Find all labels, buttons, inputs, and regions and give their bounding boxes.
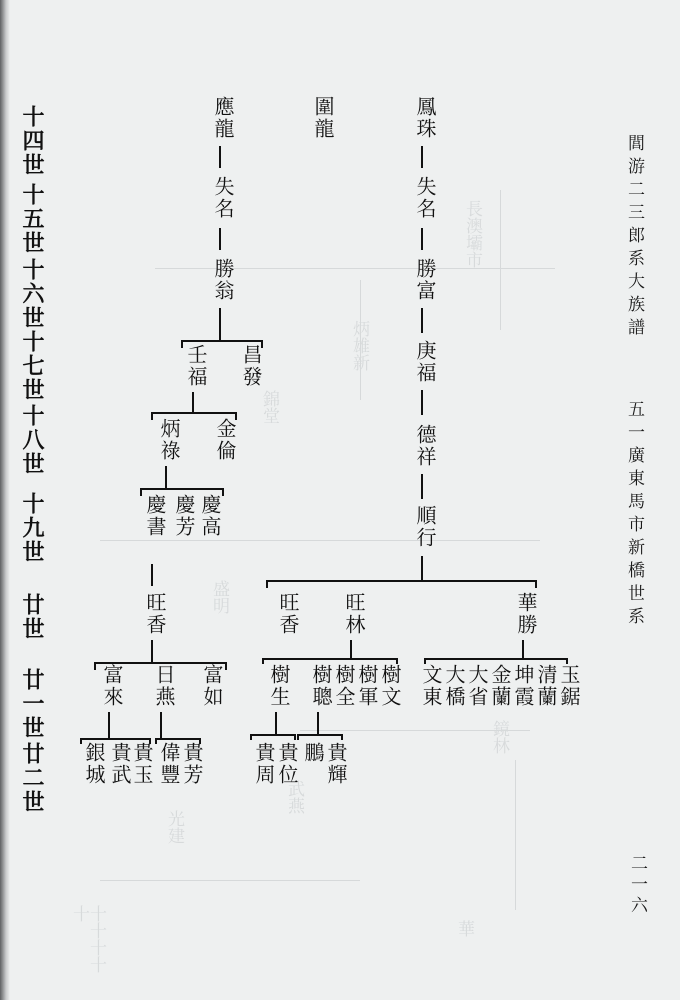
person-jinlan: 金蘭 [488, 664, 512, 708]
person-renfu: 壬福 [184, 344, 208, 388]
generation-label-22: 廿二世 [19, 742, 45, 814]
person-qingfang: 慶芳 [172, 494, 196, 538]
person-weilong: 圍龍 [311, 96, 335, 140]
person-wanglin: 旺林 [342, 592, 366, 636]
generation-label-21: 廿一世 [19, 668, 45, 740]
person-qinglan: 清蘭 [534, 664, 558, 708]
person-wangxiang-ying: 旺香 [143, 592, 167, 636]
person-fengzhu: 鳳珠 [413, 96, 437, 140]
person-shujun: 樹軍 [355, 664, 379, 708]
person-shiming-ying: 失名 [211, 176, 235, 220]
person-shuwen: 樹文 [378, 664, 402, 708]
person-qingshu: 慶書 [143, 494, 167, 538]
generation-label-14: 十四世 [19, 105, 45, 177]
person-fulai: 富來 [100, 664, 124, 708]
person-wangxiang-feng: 旺香 [276, 592, 300, 636]
person-huasheng: 華勝 [514, 592, 538, 636]
person-binglu: 炳祿 [157, 418, 181, 462]
person-furu: 富如 [200, 664, 224, 708]
page-spine-shadow [0, 0, 10, 1000]
person-peng: 鵬 [301, 742, 325, 764]
generation-label-18: 十八世 [19, 404, 45, 476]
person-shengfu: 勝富 [413, 258, 437, 302]
person-shucong: 樹聰 [309, 664, 333, 708]
person-yuju: 玉鋸 [557, 664, 581, 708]
person-dexiang: 德祥 [413, 424, 437, 468]
person-kunxia: 坤霞 [511, 664, 535, 708]
generation-label-20: 廿世 [19, 593, 45, 641]
person-guizhou: 貴周 [252, 742, 276, 786]
person-yinglong: 應龍 [211, 96, 235, 140]
person-guihui: 貴輝 [324, 742, 348, 786]
person-shengweng: 勝翁 [211, 258, 235, 302]
person-weifeng: 偉豐 [157, 742, 181, 786]
person-jinlun: 金倫 [213, 418, 237, 462]
person-guiwei: 貴位 [275, 742, 299, 786]
generation-label-19: 十九世 [19, 492, 45, 564]
reverse-side-show-through: 長澳壩市 炳雄新 錦堂 盛明 鏡林 武燕 光建 華 十十十十十 [60, 160, 580, 980]
person-daqiao: 大橋 [442, 664, 466, 708]
person-wendong: 文東 [419, 664, 443, 708]
generation-label-15: 十五世 [19, 183, 45, 255]
person-dasheng: 大省 [465, 664, 489, 708]
person-gengfu: 庚福 [413, 340, 437, 384]
person-shusheng: 樹生 [267, 664, 291, 708]
person-yincheng: 銀城 [82, 742, 106, 786]
person-qinggao: 慶高 [198, 494, 222, 538]
section-title: 五一廣東馬市新橋世系 [624, 400, 644, 630]
person-guiwu: 貴武 [108, 742, 132, 786]
page-number: 二一六 [627, 854, 647, 917]
person-guiyu: 貴玉 [130, 742, 154, 786]
person-shuquan: 樹全 [332, 664, 356, 708]
person-guifang: 貴芳 [180, 742, 204, 786]
person-shiming-feng: 失名 [413, 176, 437, 220]
generation-label-17: 十七世 [19, 330, 45, 402]
person-riyan: 日燕 [152, 664, 176, 708]
book-title: 閭游二三郎系大族譜 [624, 134, 644, 341]
person-shunxing: 順行 [413, 505, 437, 549]
generation-label-16: 十六世 [19, 258, 45, 330]
person-changfa: 昌發 [239, 344, 263, 388]
